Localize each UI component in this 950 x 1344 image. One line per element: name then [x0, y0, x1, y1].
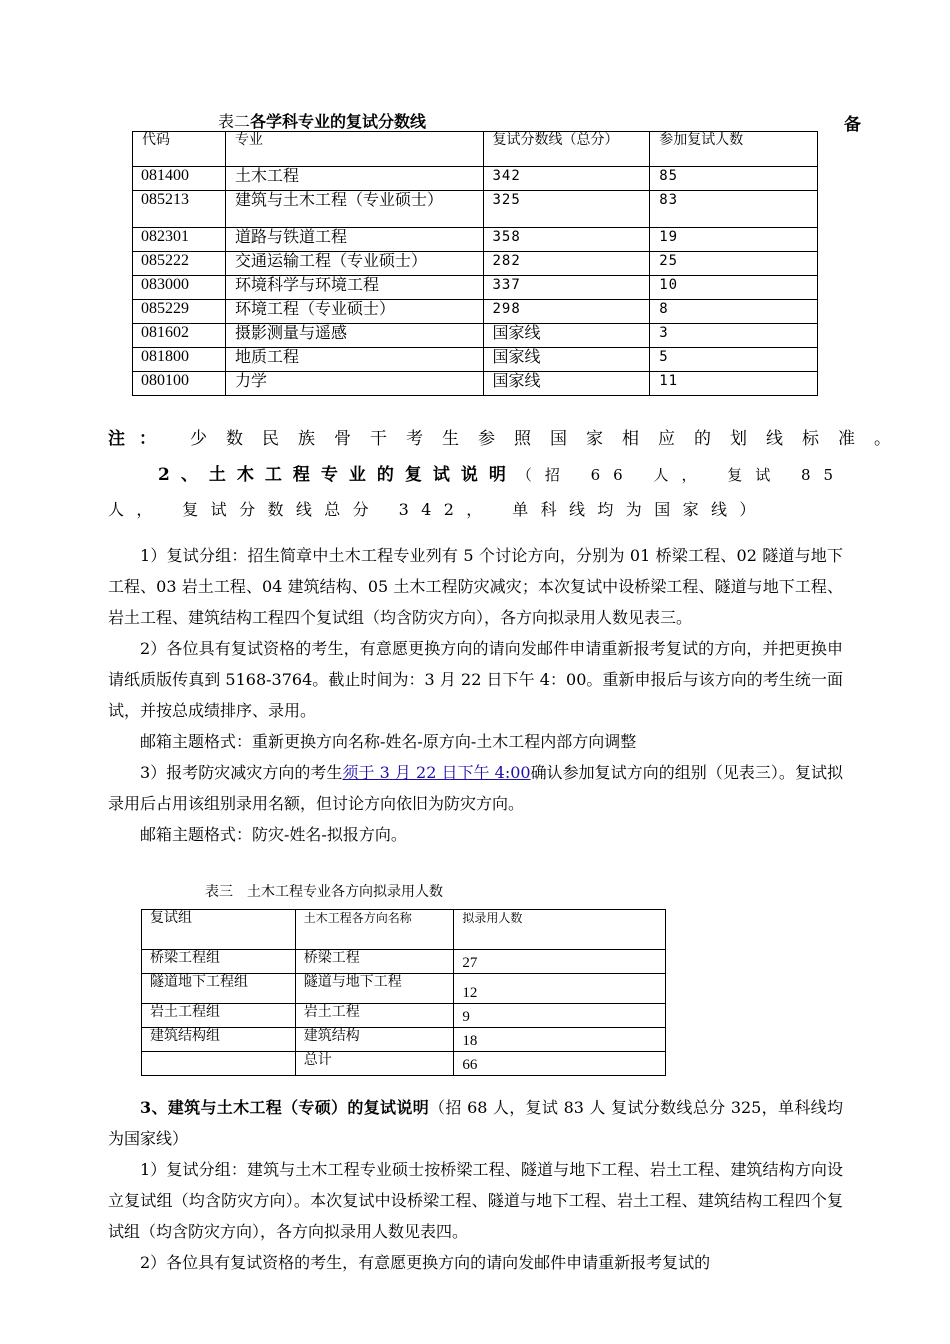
- table3: [141, 909, 666, 1076]
- section2-paragraph: 邮箱主题格式：重新更换方向名称-姓名-原方向-土木工程内部方向调整: [140, 732, 637, 751]
- table2-code: 082301: [133, 228, 226, 252]
- table3-direction: 岩土工程: [295, 1004, 454, 1028]
- table-row: [142, 1004, 666, 1028]
- table2-code: 085213: [133, 191, 226, 228]
- table3-group: 桥梁工程组: [142, 950, 296, 974]
- section3-heading: [108, 1092, 843, 1154]
- table2-code: 085229: [133, 300, 226, 324]
- table2-header-cell: 参加复试人数: [650, 132, 818, 167]
- section2-body: [108, 540, 843, 850]
- table-row: [142, 1052, 666, 1076]
- table2-score: 358: [483, 228, 650, 252]
- table2-code: 085222: [133, 252, 226, 276]
- section2-detail-line1: （招 66 人， 复试 85: [516, 466, 847, 484]
- table-row: [133, 252, 818, 276]
- table-row: [133, 348, 818, 372]
- table2-count: 5: [650, 348, 818, 372]
- table2-code: 080100: [133, 372, 226, 396]
- table3-count: 9: [454, 1004, 666, 1028]
- section2-paragraph: [108, 757, 843, 819]
- table2-count: 10: [650, 276, 818, 300]
- note-text: 少数民族骨干考生参照国家相应的划线标准。: [190, 429, 910, 449]
- table3-direction: 桥梁工程: [295, 950, 454, 974]
- section2-paragraph: 邮箱主题格式：防灾-姓名-拟报方向。: [140, 825, 407, 844]
- section3-body: [108, 1092, 843, 1278]
- table2-major: 建筑与土木工程（专业硕士）: [225, 191, 483, 228]
- table3-group: 隧道地下工程组: [142, 974, 296, 1004]
- table2-score: 337: [483, 276, 650, 300]
- table2-score: 282: [483, 252, 650, 276]
- table2-code: 081400: [133, 167, 226, 191]
- section3-detail: （招 68 人，复试 83 人 复试分数线总分 325，单科线均为国家线）: [108, 1098, 843, 1148]
- section2-heading: [158, 460, 846, 485]
- section3-title: 3、建筑与土木工程（专硕）的复试说明: [140, 1098, 430, 1117]
- table3-group: 岩土工程组: [142, 1004, 296, 1028]
- table2-header-row: [133, 132, 818, 167]
- table2-score: 国家线: [483, 372, 650, 396]
- table2-major: 道路与铁道工程: [225, 228, 483, 252]
- table2-count: 3: [650, 324, 818, 348]
- table2-major: 环境科学与环境工程: [225, 276, 483, 300]
- table2-major: 环境工程（专业硕士）: [225, 300, 483, 324]
- table-row: [133, 372, 818, 396]
- note-line: [108, 424, 910, 449]
- table3-header-cell: 土木工程各方向名称: [295, 910, 454, 950]
- table3-direction: 建筑结构: [295, 1028, 454, 1052]
- table-row: [133, 191, 818, 228]
- table2-header-cell: 代码: [133, 132, 226, 167]
- table2-major: 土木工程: [225, 167, 483, 191]
- table2-score: 国家线: [483, 324, 650, 348]
- table-row: [133, 324, 818, 348]
- section3-paragraph: 2）各位具有复试资格的考生，有意愿更换方向的请向发邮件申请重新报考复试的: [140, 1253, 711, 1272]
- table2-score: 298: [483, 300, 650, 324]
- table2-code: 081602: [133, 324, 226, 348]
- table2-major: 力学: [225, 372, 483, 396]
- table3-caption: 表三 土木工程专业各方向拟录用人数: [205, 884, 443, 900]
- note-label: 注：: [108, 429, 170, 449]
- table-row: [133, 167, 818, 191]
- table2-count: 85: [650, 167, 818, 191]
- deadline-link[interactable]: 须于 3 月 22 日下午 4:00: [342, 763, 531, 782]
- table3-header-cell: 复试组: [142, 910, 296, 950]
- table3-count: 27: [454, 950, 666, 974]
- table-row: [133, 228, 818, 252]
- table3-count: 66: [454, 1052, 666, 1076]
- section2-detail-line2: 人， 复试分数线总分 342， 单科线均为国家线）: [108, 500, 768, 519]
- table2-caption-title: 各学科专业的复试分数线: [250, 112, 427, 131]
- table3-count: 12: [454, 974, 666, 1004]
- table2-major: 摄影测量与遥感: [225, 324, 483, 348]
- section2-title: 2、土木工程专业的复试说明: [158, 465, 517, 485]
- table2-score: 325: [483, 191, 650, 228]
- table2-caption: [218, 112, 426, 132]
- table2-score: 国家线: [483, 348, 650, 372]
- table-row: [133, 300, 818, 324]
- table-row: [133, 276, 818, 300]
- table2-code: 081800: [133, 348, 226, 372]
- table2: [132, 131, 818, 396]
- table2-major: 地质工程: [225, 348, 483, 372]
- table3-group: 建筑结构组: [142, 1028, 296, 1052]
- table-row: [142, 950, 666, 974]
- table2-caption-prefix: 表二: [218, 112, 251, 131]
- section2-paragraph: 1）复试分组：招生简章中土木工程专业列有 5 个讨论方向，分别为 01 桥梁工程、02 隧道与地下工程、03 岩土工程、04 建筑结构、05 土木工程防灾减灾；本次复试中设桥梁工程、隧道与地下工程、岩土工程、建筑结构工程四个复试组（均含防灾方向），各方向拟录用人数见表三。: [108, 546, 843, 627]
- table3-direction: 隧道与地下工程: [295, 974, 454, 1004]
- table2-header-cell: 专业: [225, 132, 483, 167]
- table3-count: 18: [454, 1028, 666, 1052]
- side-mark: 备: [844, 115, 861, 135]
- table2-code: 083000: [133, 276, 226, 300]
- table2-count: 83: [650, 191, 818, 228]
- table2-count: 25: [650, 252, 818, 276]
- section2-paragraph: 2）各位具有复试资格的考生，有意愿更换方向的请向发邮件申请重新报考复试的方向，并把更换申请纸质版传真到 5168-3764。截止时间为：3 月 22 日下午 4：00。重新申报后与该方向的考生统一面试，并按总成绩排序、录用。: [108, 639, 843, 720]
- table2-major: 交通运输工程（专业硕士）: [225, 252, 483, 276]
- table3-header-row: [142, 910, 666, 950]
- table2-count: 8: [650, 300, 818, 324]
- table3-header-cell: 拟录用人数: [454, 910, 666, 950]
- table3-direction: 总计: [295, 1052, 454, 1076]
- table-row: [142, 974, 666, 1004]
- table2-count: 11: [650, 372, 818, 396]
- section2-p4-after: 确认参加复试方向的组别（见表三）。复试拟录用后占用该组别录用名额，但讨论方向依旧为防灾方向。: [108, 763, 843, 813]
- section3-paragraph: 1）复试分组：建筑与土木工程专业硕士按桥梁工程、隧道与地下工程、岩土工程、建筑结构方向设立复试组（均含防灾方向）。本次复试中设桥梁工程、隧道与地下工程、岩土工程、建筑结构工程四个复试组（均含防灾方向），各方向拟录用人数见表四。: [108, 1160, 843, 1241]
- table3-group: [142, 1052, 296, 1076]
- table2-header-cell: 复试分数线（总分）: [483, 132, 650, 167]
- section2-p4-before: 3）报考防灾减灾方向的考生: [140, 763, 343, 782]
- table2-count: 19: [650, 228, 818, 252]
- table-row: [142, 1028, 666, 1052]
- table2-score: 342: [483, 167, 650, 191]
